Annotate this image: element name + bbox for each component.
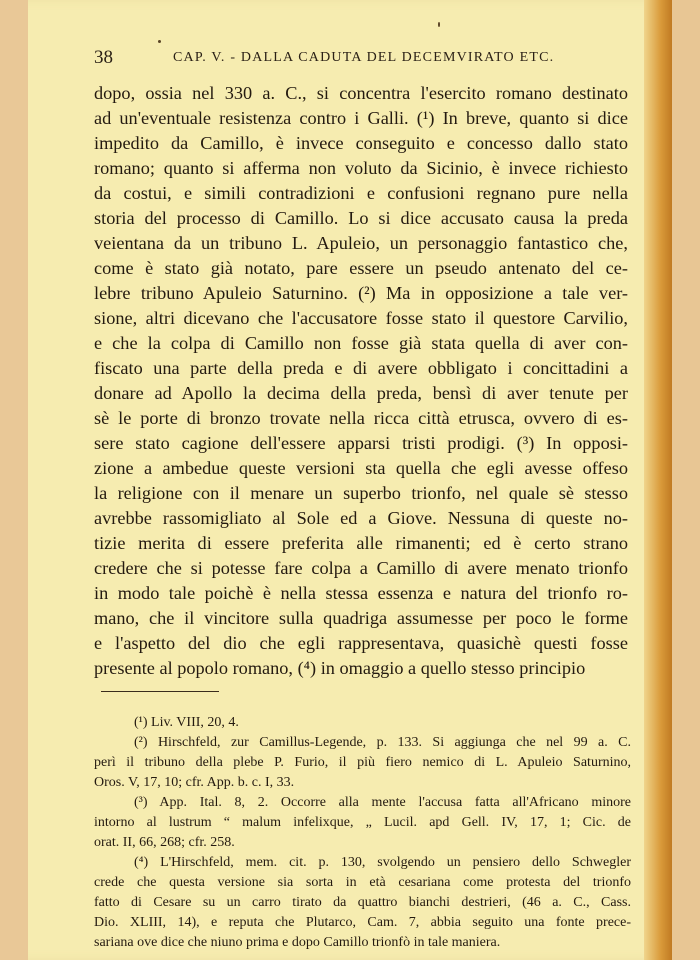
body-line: e che la colpa di Camillo non fosse già stata quella di aver con- bbox=[94, 333, 628, 353]
body-line: fiscato una parte della preda e di avere obbligato i concittadini a bbox=[94, 358, 628, 378]
body-line: mano, che il vincitore sulla quadriga assumesse per poco le forme bbox=[94, 608, 628, 628]
footnote-separator bbox=[101, 691, 219, 692]
running-head: CAP. V. - DALLA CADUTA DEL DECEMVIRATO ETC. bbox=[173, 50, 555, 65]
footnote-3-line: orat. II, 66, 268; cfr. 258. bbox=[94, 835, 235, 850]
ink-speck bbox=[158, 40, 161, 43]
page-number: 38 bbox=[94, 47, 113, 68]
body-line: da costui, e simili contradizioni e confusioni regnano pure nella bbox=[94, 183, 628, 203]
body-text bbox=[94, 81, 628, 681]
footnote-4-line: (⁴) L'Hirschfeld, mem. cit. p. 130, svolgendo un pensiero dello Schwegler bbox=[134, 855, 631, 870]
footnote-3-line: intorno al lustrum “ malum infelixque, „ Lucil. apd Gell. IV, 17, 1; Cic. de bbox=[94, 815, 631, 830]
page-edge-shadow bbox=[644, 0, 672, 960]
footnote-2-line: perì il tribuno della plebe P. Furio, il più fiero nemico di L. Apuleio Saturnino, bbox=[94, 755, 631, 770]
body-line: come è stato già notato, pare essere un pseudo antenato del ce- bbox=[94, 258, 628, 278]
footnote-4-line: sariana ove dice che niuno prima e dopo Camillo trionfò in tale maniera. bbox=[94, 935, 501, 950]
body-line: veientana da un tribuno L. Apuleio, un personaggio fantastico che, bbox=[94, 233, 628, 253]
ink-speck bbox=[438, 22, 440, 27]
body-line: presente al popolo romano, (⁴) in omaggio a quello stesso principio bbox=[94, 658, 586, 678]
footnote-4-line: crede che questa versione sia sorta in età cesariana come protesta del trionfo bbox=[94, 875, 631, 890]
body-line: impedito da Camillo, è invece conseguito e concesso dallo stato bbox=[94, 133, 628, 153]
body-line: sè le porte di bronzo trovate nella ricca città etrusca, ovvero di es- bbox=[94, 408, 628, 428]
body-line: in modo tale poichè è nella stessa essenza e natura del trionfo ro- bbox=[94, 583, 628, 603]
body-line: la religione con il menare un superbo trionfo, nel quale sè stesso bbox=[94, 483, 628, 503]
footnote-1-line: (¹) Liv. VIII, 20, 4. bbox=[134, 715, 239, 730]
body-line: sere stato cagione dell'essere apparsi tristi prodigi. (³) In opposi- bbox=[94, 433, 628, 453]
scan-margin bbox=[0, 0, 28, 960]
footnote-3-line: (³) App. Ital. 8, 2. Occorre alla mente l'accusa fatta all'Africano minore bbox=[134, 795, 631, 810]
body-line: avrebbe rassomigliato al Sole ed a Giove. Nessuna di queste no- bbox=[94, 508, 628, 528]
body-line: credere che si potesse fare colpa a Camillo di avere menato trionfo bbox=[94, 558, 628, 578]
body-line: storia del processo di Camillo. Lo si dice accusato causa la preda bbox=[94, 208, 628, 228]
footnotes bbox=[94, 713, 631, 953]
body-line: ad un'eventuale resistenza contro i Galli. (¹) In breve, quanto si dice bbox=[94, 108, 628, 128]
footnote-2-line: Oros. V, 17, 10; cfr. App. b. c. I, 33. bbox=[94, 775, 295, 790]
body-line: lebre tribuno Apuleio Saturnino. (²) Ma in opposizione a tale ver- bbox=[94, 283, 628, 303]
body-line: romano; quanto si afferma non voluto da Sicinio, è invece richiesto bbox=[94, 158, 628, 178]
footnote-4-line: Dio. XLIII, 14), e reputa che Plutarco, Cam. 7, abbia seguito una fonte prece- bbox=[94, 915, 631, 930]
body-line: e l'aspetto del dio che egli rappresentava, quasichè questi fosse bbox=[94, 633, 628, 653]
body-line: tizie merita di essere preferita alle rimanenti; ed è certo strano bbox=[94, 533, 628, 553]
footnote-4-line: fatto di Cesare su un carro tirato da quattro bianchi destrieri, (46 a. C., Cass. bbox=[94, 895, 631, 910]
body-line: dopo, ossia nel 330 a. C., si concentra l'esercito romano destinato bbox=[94, 83, 628, 103]
body-line: sione, altri dicevano che l'accusatore fosse stato il questore Carvilio, bbox=[94, 308, 628, 328]
body-line: zione a ambedue queste versioni sta quella che egli avesse offeso bbox=[94, 458, 628, 478]
body-line: donare ad Apollo la decima della preda, bensì di aver tenute per bbox=[94, 383, 628, 403]
footnote-2-line: (²) Hirschfeld, zur Camillus-Legende, p. 133. Si aggiunga che nel 99 a. C. bbox=[134, 735, 631, 750]
